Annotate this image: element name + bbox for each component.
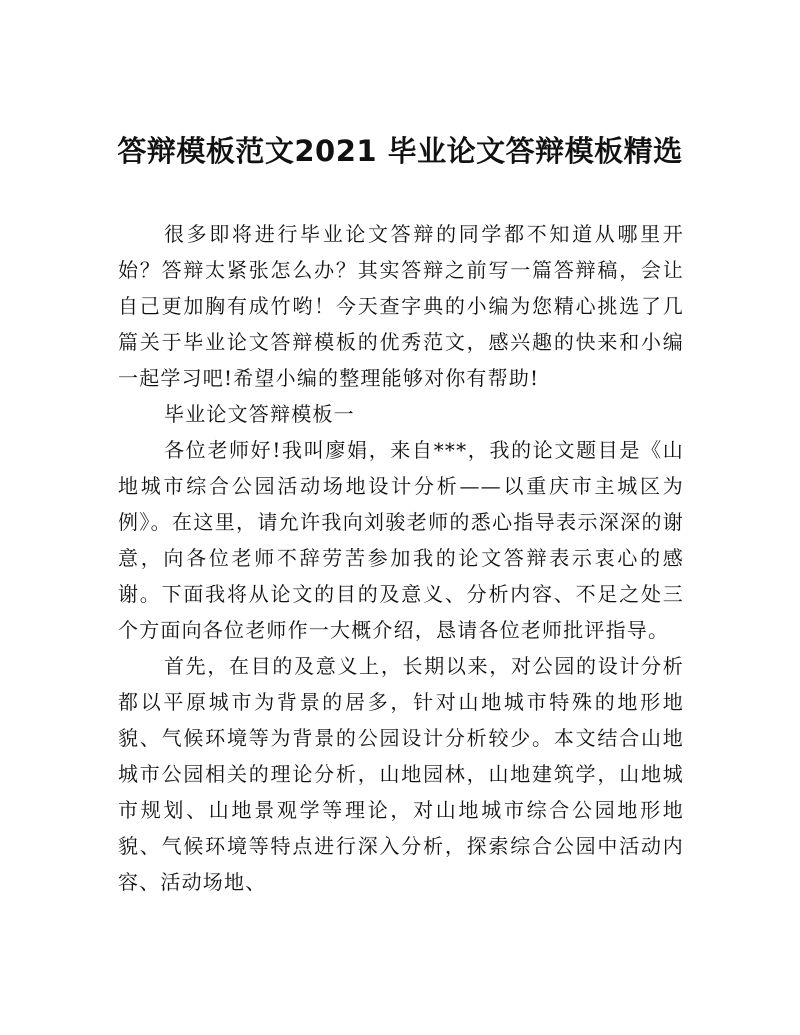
intro-paragraph: 很多即将进行毕业论文答辩的同学都不知道从哪里开始？答辩太紧张怎么办？其实答辩之前写一篇答辩稿，会让自己更加胸有成竹哟！今天查字典的小编为您精心挑选了几篇关于毕业论文答辩模板的优秀范文，感兴趣的快来和小编一起学习吧!希望小编的整理能够对你有帮助! [118,222,684,390]
document-title: 答辩模板范文2021 毕业论文答辩模板精选 [117,134,683,168]
document-body [118,216,684,900]
greeting-paragraph: 各位老师好!我叫廖娟，来自***，我的论文题目是《山地城市综合公园活动场地设计分析——以重庆市主城区为例》。在这里，请允许我向刘骏老师的悉心指导表示深深的谢意，向各位老师不辞劳苦参加我的论文答辩表示衷心的感谢。下面我将从论文的目的及意义、分析内容、不足之处三个方面向各位老师作一大概介绍，恳请各位老师批评指导。 [118,438,684,642]
section-heading: 毕业论文答辩模板一 [164,402,355,426]
purpose-paragraph: 首先，在目的及意义上，长期以来，对公园的设计分析都以平原城市为背景的居多，针对山地城市特殊的地形地貌、气候环境等为背景的公园设计分析较少。本文结合山地城市公园相关的理论分析，山地园林，山地建筑学，山地城市规划、山地景观学等理论，对山地城市综合公园地形地貌、气候环境等特点进行深入分析，探索综合公园中活动内容、活动场地、 [118,654,684,894]
